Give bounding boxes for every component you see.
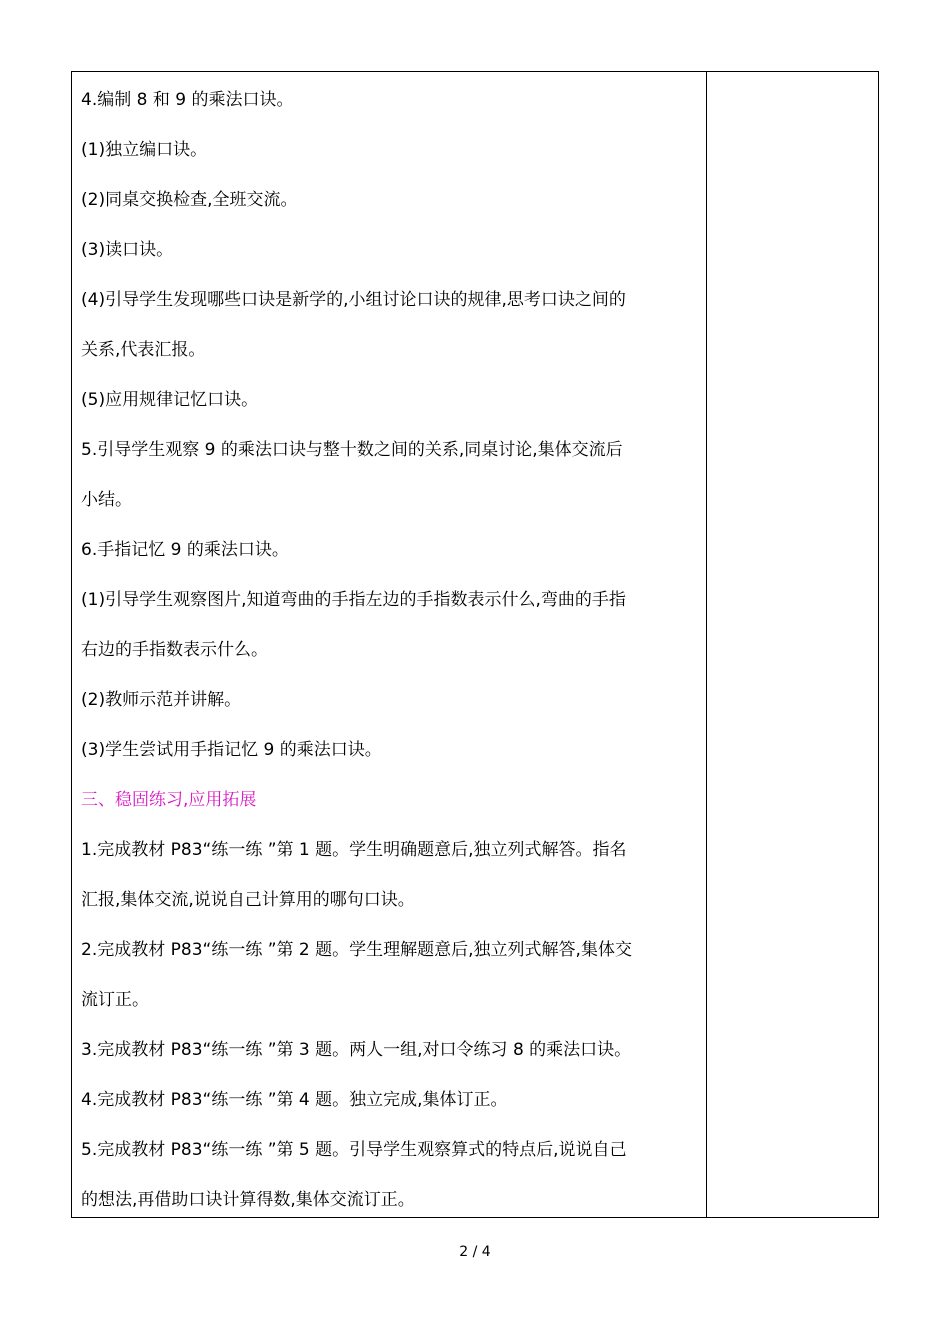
text-line: (3)读口诀。 — [81, 240, 174, 260]
text-line: (3)学生尝试用手指记忆 9 的乘法口诀。 — [81, 740, 382, 760]
text-line: 4.编制 8 和 9 的乘法口诀。 — [81, 90, 294, 110]
text-line: 右边的手指数表示什么。 — [81, 640, 268, 660]
text-line: 小结。 — [81, 490, 132, 510]
text-line: (1)独立编口诀。 — [81, 140, 208, 160]
lesson-plan-table — [71, 71, 879, 1218]
text-line: (5)应用规律记忆口诀。 — [81, 390, 259, 410]
notes-cell — [707, 72, 878, 1217]
text-line: 的想法,再借助口诀计算得数,集体交流订正。 — [81, 1190, 415, 1210]
text-line: 5.完成教材 P83“练一练 ”第 5 题。引导学生观察算式的特点后,说说自己 — [81, 1140, 627, 1160]
page-number: 2 / 4 — [459, 1244, 491, 1260]
text-line: 6.手指记忆 9 的乘法口诀。 — [81, 540, 289, 560]
text-line: (2)教师示范并讲解。 — [81, 690, 242, 710]
text-line: (4)引导学生发现哪些口诀是新学的,小组讨论口诀的规律,思考口诀之间的 — [81, 290, 626, 310]
text-line: 3.完成教材 P83“练一练 ”第 3 题。两人一组,对口令练习 8 的乘法口诀。 — [81, 1040, 632, 1060]
text-line: 汇报,集体交流,说说自己计算用的哪句口诀。 — [81, 890, 415, 910]
text-line: 流订正。 — [81, 990, 149, 1010]
text-line: 4.完成教材 P83“练一练 ”第 4 题。独立完成,集体订正。 — [81, 1090, 508, 1110]
text-line: 关系,代表汇报。 — [81, 340, 206, 360]
lesson-content-cell — [72, 72, 707, 1217]
text-line: (2)同桌交换检查,全班交流。 — [81, 190, 298, 210]
text-line: 5.引导学生观察 9 的乘法口诀与整十数之间的关系,同桌讨论,集体交流后 — [81, 440, 623, 460]
section-heading: 三、稳固练习,应用拓展 — [81, 790, 257, 810]
text-line: 1.完成教材 P83“练一练 ”第 1 题。学生明确题意后,独立列式解答。指名 — [81, 840, 627, 860]
text-line: 2.完成教材 P83“练一练 ”第 2 题。学生理解题意后,独立列式解答,集体交 — [81, 940, 632, 960]
text-line: (1)引导学生观察图片,知道弯曲的手指左边的手指数表示什么,弯曲的手指 — [81, 590, 626, 610]
